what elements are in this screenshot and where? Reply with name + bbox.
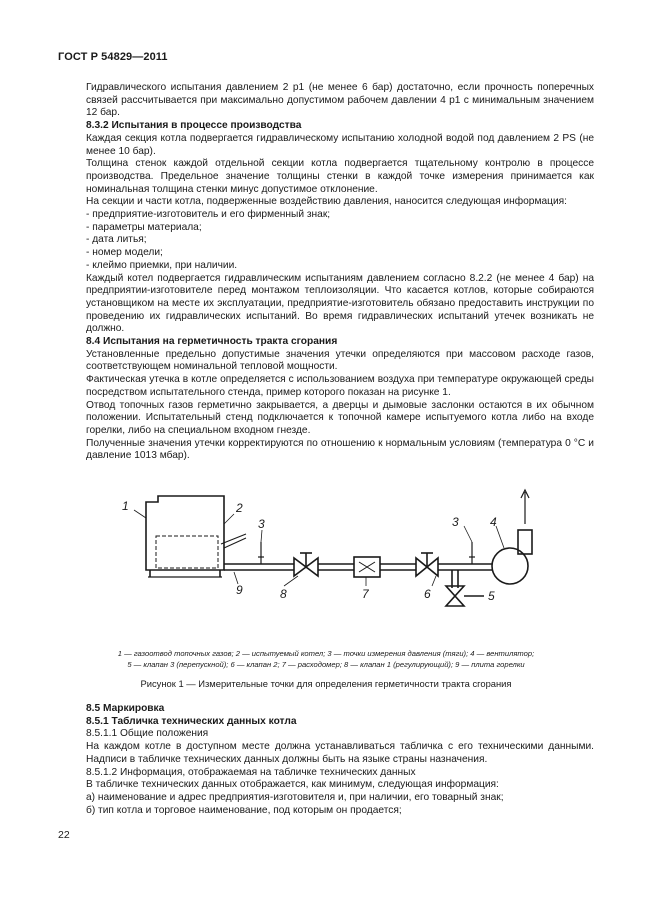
burner-plate <box>156 536 218 568</box>
valve-5 <box>446 586 464 606</box>
list-item-material: - параметры материала; <box>86 221 202 233</box>
heading-8-5: 8.5 Маркировка <box>86 703 165 714</box>
heading-8-4: 8.4 Испытания на герметичность тракта сгорания <box>86 336 338 348</box>
label-7: 7 <box>362 587 369 601</box>
label-9: 9 <box>236 583 243 597</box>
heading-8-5-1: 8.5.1 Табличка технических данных котла <box>86 715 297 727</box>
figure-caption: Рисунок 1 — Измерительные точки для определения герметичности тракта сгорания <box>140 678 512 689</box>
test-stand-diagram <box>86 480 594 610</box>
list-item-stamp: - клеймо приемки, при наличии. <box>86 259 238 271</box>
paragraph-plate-info: В табличке технических данных отображается, как минимум, следующая информация: <box>86 779 499 791</box>
paragraph-boiler-test: Каждый котел подвергается гидравлическим испытаниям давлением согласно 8.2.2 (не менее 4 бар) на предприятии-изготовителе перед монтажом теплоизоляции. Что касается котлов, которые собираются установщиком на месте их эксплуатации, предприятие-изготовитель обязано предоставить инструкции по проведению их гидравлических испытаний. Во время гидравлических испытаний утечек возникать не должно. <box>86 272 594 335</box>
figure-legend <box>58 648 594 670</box>
label-6: 6 <box>424 587 431 601</box>
legend-line-2: 5 — клапан 3 (перепускной); 6 — клапан 2; 7 — расходомер; 8 — клапан 1 (регулирующий); 9 — плита горелки <box>127 660 525 669</box>
list-item-model: - номер модели; <box>86 247 163 259</box>
label-1: 1 <box>122 499 129 513</box>
legend-line-1: 1 — газоотвод топочных газов; 2 — испытуемый котел; 3 — точки измерения давления (тяги); 4 — вентилятор; <box>117 649 535 658</box>
label-5: 5 <box>488 589 495 603</box>
paragraph-marking-info: На секции и части котла, подверженные воздействию давления, наносится следующая информация: <box>86 196 568 208</box>
paragraph-correction: Полученные значения утечки корректируются по отношению к нормальным условиям (температура 0 °С и давление 1013 мбар). <box>86 437 594 462</box>
heading-8-5-1-2: 8.5.1.2 Информация, отображаемая на табличке технических данных <box>86 766 416 778</box>
page-number: 22 <box>58 829 70 841</box>
paragraph-actual-leak: Фактическая утечка в котле определяется с использованием воздуха при температуре окружающей среды посредством испытательного стенда, пример которого показан на рисунке 1. <box>86 374 594 398</box>
list-item-a: а) наименование и адрес предприятия-изготовителя и, при наличии, его товарный знак; <box>86 791 504 803</box>
paragraph-data-plate: На каждом котле в доступном месте должна устанавливаться табличка с его техническими данными. Надписи в табличке технических данных должны быть на языке страны назначения. <box>86 741 594 765</box>
boiler-outline <box>146 496 224 570</box>
marking-section <box>86 703 594 817</box>
label-8: 8 <box>280 587 287 601</box>
label-2: 2 <box>236 501 243 515</box>
paragraph-wall-thickness: Толщина стенок каждой отдельной секции котла подвергается тщательному контролю в процессе производства. Предельное значение толщины стенки в каждой точке измерения принимается как номинальная толщина стенки минус допустимое отклонение. <box>86 158 594 195</box>
label-3-right: 3 <box>452 515 459 529</box>
list-item-b: б) тип котла и торговое наименование, под которым он продается; <box>86 804 402 816</box>
heading-8-3-2: 8.3.2 Испытания в процессе производства <box>86 120 302 132</box>
paragraph-flue-closed: Отвод топочных газов герметично закрывается, а дверцы и дымовые заслонки остаются в их обычном положении. Испытательный стенд подключается к топочной камере испытуемого котла либо на входе горелки, либо на специальном входном гнезде. <box>86 399 594 436</box>
paragraph-section-test: Каждая секция котла подвергается гидравлическому испытанию холодной водой под давлением 2 PS (не менее 10 бар). <box>86 132 594 157</box>
label-3-left: 3 <box>258 517 265 531</box>
paragraph-hydraulic-test: Гидравлического испытания давлением 2 р1 (не менее 6 бар) достаточно, если прочность поперечных связей рассчитывается при максимально допустимом рабочем давлении 4 р1 с минимальным значением 12 бар. <box>86 82 594 119</box>
list-item-cast-date: - дата литья; <box>86 234 147 246</box>
main-text <box>86 82 594 463</box>
label-4: 4 <box>490 515 497 529</box>
list-item-manufacturer: - предприятие-изготовитель и его фирменный знак; <box>86 209 331 221</box>
heading-8-5-1-1: 8.5.1.1 Общие положения <box>86 728 209 740</box>
paragraph-leak-limits: Установленные предельно допустимые значения утечки определяются при массовом расходе газов, соответствующем номинальной тепловой мощности. <box>86 348 594 373</box>
standard-header: ГОСТ Р 54829—2011 <box>58 51 168 63</box>
